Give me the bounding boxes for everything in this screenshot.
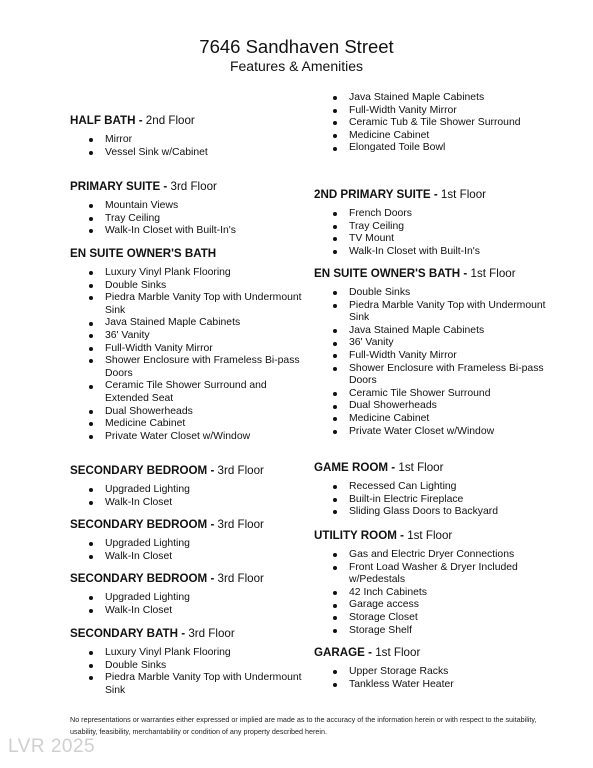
section-floor: 3rd Floor: [170, 180, 217, 193]
feature-item: Walk-In Closet with Built-In's: [70, 225, 305, 238]
feature-item: Luxury Vinyl Plank Flooring: [70, 267, 305, 280]
section-secondary-bedroom: [70, 572, 305, 617]
page-title: 7646 Sandhaven Street: [199, 36, 394, 57]
feature-item: Piedra Marble Vanity Top with Undermount Sink: [70, 292, 305, 317]
feature-list: [314, 208, 564, 258]
section-garage: [314, 646, 564, 691]
section-heading-label: HALF BATH: [70, 114, 136, 127]
feature-item: Vessel Sink w/Cabinet: [70, 147, 305, 160]
section-secondary-bedroom: [70, 464, 305, 509]
feature-item: Walk-In Closet: [70, 605, 305, 618]
feature-item: Tray Ceiling: [314, 221, 564, 234]
feature-item: Walk-In Closet with Built-In's: [314, 246, 564, 259]
heading-separator: -: [160, 180, 171, 193]
section-continued: [314, 92, 564, 155]
page-subtitle: Features & Amenities: [229, 58, 364, 74]
feature-list: [314, 666, 564, 691]
section-floor: 1st Floor: [398, 461, 444, 474]
feature-item: Java Stained Maple Cabinets: [314, 92, 564, 105]
feature-item: Java Stained Maple Cabinets: [70, 317, 305, 330]
section-heading-label: EN SUITE OWNER'S BATH: [70, 247, 217, 260]
feature-list: [70, 592, 305, 617]
feature-list: [70, 134, 305, 159]
section-en-suite-owner-s-bath: [314, 267, 564, 438]
feature-item: Sliding Glass Doors to Backyard: [314, 506, 564, 519]
section-heading-label: GAME ROOM: [314, 461, 389, 474]
section-utility-room: [314, 529, 564, 637]
feature-item: Gas and Electric Dryer Connections: [314, 549, 564, 562]
feature-item: Tray Ceiling: [70, 213, 305, 226]
feature-item: Built-in Electric Fireplace: [314, 494, 564, 507]
feature-item: 36' Vanity: [70, 330, 305, 343]
feature-item: Luxury Vinyl Plank Flooring: [70, 647, 305, 660]
feature-list: [314, 92, 564, 155]
section-heading-label: SECONDARY BEDROOM: [70, 518, 208, 531]
section-en-suite-owner-s-bath: [70, 247, 305, 443]
section-half-bath: [70, 114, 305, 159]
feature-item: Front Load Washer & Dryer Included w/Pedestals: [314, 562, 564, 587]
section-heading: [70, 464, 305, 478]
section-primary-suite: [70, 180, 305, 238]
heading-separator: -: [388, 461, 399, 474]
section-heading: [314, 188, 564, 202]
feature-item: Garage access: [314, 599, 564, 612]
feature-item: Upper Storage Racks: [314, 666, 564, 679]
section-floor: 1st Floor: [375, 646, 421, 659]
feature-list: [70, 538, 305, 563]
section-heading-label: SECONDARY BEDROOM: [70, 464, 208, 477]
feature-item: Full-Width Vanity Mirror: [314, 105, 564, 118]
feature-item: Upgraded Lighting: [70, 484, 305, 497]
feature-item: Tankless Water Heater: [314, 679, 564, 692]
section-heading-label: SECONDARY BEDROOM: [70, 572, 208, 585]
section-heading: [314, 267, 564, 281]
heading-separator: -: [207, 464, 218, 477]
feature-item: Double Sinks: [70, 280, 305, 293]
disclaimer: No representations or warranties either expressed or implied are made as to the accuracy of the information herein or with respect to the suitability, usability, feasibility, merchantability or condition of any property described herein.: [70, 715, 537, 736]
feature-list: [70, 647, 305, 697]
feature-item: Elongated Toile Bowl: [314, 142, 564, 155]
section-heading: [70, 518, 305, 532]
feature-list: [70, 200, 305, 238]
feature-item: Shower Enclosure with Frameless Bi-pass Doors: [70, 355, 305, 380]
heading-separator: -: [430, 188, 441, 201]
watermark: LVR 2025: [8, 736, 96, 757]
feature-item: Full-Width Vanity Mirror: [314, 350, 564, 363]
feature-item: TV Mount: [314, 233, 564, 246]
section-floor: 1st Floor: [407, 529, 453, 542]
feature-item: Medicine Cabinet: [70, 418, 305, 431]
feature-list: [314, 549, 564, 637]
section-secondary-bedroom: [70, 518, 305, 563]
feature-list: [314, 287, 564, 438]
feature-item: Piedra Marble Vanity Top with Undermount Sink: [70, 672, 305, 697]
feature-list: [314, 481, 564, 519]
feature-item: Upgraded Lighting: [70, 592, 305, 605]
section-floor: 1st Floor: [470, 267, 516, 280]
feature-item: Private Water Closet w/Window: [70, 431, 305, 444]
section-secondary-bath: [70, 627, 305, 697]
feature-item: Walk-In Closet: [70, 551, 305, 564]
heading-separator: -: [396, 529, 408, 542]
feature-item: Ceramic Tub & Tile Shower Surround: [314, 117, 564, 130]
feature-item: 42 Inch Cabinets: [314, 587, 564, 600]
feature-item: Walk-In Closet: [70, 497, 305, 510]
feature-item: Dual Showerheads: [314, 400, 564, 413]
section-heading: [70, 627, 305, 641]
section-floor: 2nd Floor: [145, 114, 195, 127]
feature-item: Double Sinks: [70, 660, 305, 673]
section-heading: [70, 114, 305, 128]
section-floor: 1st Floor: [440, 188, 487, 201]
feature-item: Mirror: [70, 134, 305, 147]
feature-item: Storage Closet: [314, 612, 564, 625]
section-heading: [70, 572, 305, 586]
feature-item: 36' Vanity: [314, 337, 564, 350]
section-heading-label: PRIMARY SUITE: [70, 180, 161, 193]
feature-list: [70, 267, 305, 443]
heading-separator: -: [460, 267, 471, 280]
feature-item: Upgraded Lighting: [70, 538, 305, 551]
section-heading-label: GARAGE: [314, 646, 365, 659]
feature-item: Medicine Cabinet: [314, 130, 564, 143]
section-game-room: [314, 461, 564, 519]
heading-separator: -: [207, 572, 218, 585]
section-heading-label: 2ND PRIMARY SUITE: [314, 188, 431, 201]
feature-item: Ceramic Tile Shower Surround: [314, 388, 564, 401]
section-heading-label: UTILITY ROOM: [314, 529, 397, 542]
section-heading: [314, 646, 564, 660]
heading-separator: -: [207, 518, 218, 531]
feature-item: French Doors: [314, 208, 564, 221]
section-floor: 3rd Floor: [217, 518, 264, 531]
section-heading: [70, 247, 305, 261]
section-floor: 3rd Floor: [217, 572, 264, 585]
heading-separator: -: [364, 646, 376, 659]
section-heading: [314, 461, 564, 475]
feature-item: Medicine Cabinet: [314, 413, 564, 426]
feature-item: Storage Shelf: [314, 625, 564, 638]
feature-item: Java Stained Maple Cabinets: [314, 325, 564, 338]
section-heading-label: EN SUITE OWNER'S BATH: [314, 267, 461, 280]
feature-item: Private Water Closet w/Window: [314, 426, 564, 439]
heading-separator: -: [135, 114, 146, 127]
section-heading-label: SECONDARY BATH: [70, 627, 178, 640]
heading-separator: -: [178, 627, 189, 640]
feature-item: Recessed Can Lighting: [314, 481, 564, 494]
feature-item: Dual Showerheads: [70, 406, 305, 419]
feature-item: Ceramic Tile Shower Surround and Extended Seat: [70, 380, 305, 405]
section-floor: 3rd Floor: [188, 627, 235, 640]
feature-item: Piedra Marble Vanity Top with Undermount Sink: [314, 300, 564, 325]
feature-item: Mountain Views: [70, 200, 305, 213]
feature-item: Full-Width Vanity Mirror: [70, 343, 305, 356]
feature-item: Shower Enclosure with Frameless Bi-pass Doors: [314, 363, 564, 388]
section-heading: [314, 529, 564, 543]
section-2nd-primary-suite: [314, 188, 564, 258]
feature-item: Double Sinks: [314, 287, 564, 300]
section-heading: [70, 180, 305, 194]
feature-list: [70, 484, 305, 509]
section-floor: 3rd Floor: [217, 464, 264, 477]
